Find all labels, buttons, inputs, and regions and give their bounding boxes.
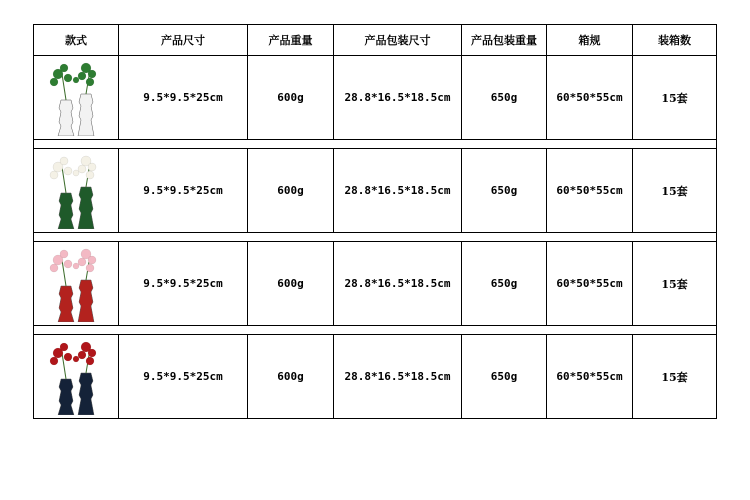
table-row xyxy=(34,242,717,326)
product-size-cell: 9.5*9.5*25cm xyxy=(119,149,248,233)
product-image xyxy=(46,339,106,415)
product-weight-cell: 600g xyxy=(248,335,334,419)
header-row xyxy=(34,25,717,56)
header-carton-size: 箱规 xyxy=(547,25,633,56)
product-size-cell: 9.5*9.5*25cm xyxy=(119,335,248,419)
header-product-weight: 产品重量 xyxy=(248,25,334,56)
separator-cell xyxy=(34,140,717,149)
qty-per-carton-cell: 15套 xyxy=(633,149,717,233)
package-size-cell: 28.8*16.5*18.5cm xyxy=(334,149,462,233)
package-weight-cell: 650g xyxy=(462,242,547,326)
style-image-cell xyxy=(34,335,119,419)
row-separator xyxy=(34,233,717,242)
product-image xyxy=(46,60,106,136)
carton-size-cell: 60*50*55cm xyxy=(547,149,633,233)
header-package-weight: 产品包装重量 xyxy=(462,25,547,56)
package-weight-cell: 650g xyxy=(462,335,547,419)
package-weight-cell: 650g xyxy=(462,56,547,140)
row-separator xyxy=(34,326,717,335)
style-image-cell xyxy=(34,242,119,326)
carton-size-cell: 60*50*55cm xyxy=(547,242,633,326)
qty-per-carton-cell: 15套 xyxy=(633,242,717,326)
table-row xyxy=(34,149,717,233)
carton-size-cell: 60*50*55cm xyxy=(547,335,633,419)
qty-per-carton-cell: 15套 xyxy=(633,56,717,140)
package-size-cell: 28.8*16.5*18.5cm xyxy=(334,56,462,140)
product-weight-cell: 600g xyxy=(248,56,334,140)
product-spec-table xyxy=(33,24,717,419)
product-image xyxy=(46,153,106,229)
carton-size-cell: 60*50*55cm xyxy=(547,56,633,140)
qty-per-carton-cell: 15套 xyxy=(633,335,717,419)
table-row xyxy=(34,335,717,419)
package-size-cell: 28.8*16.5*18.5cm xyxy=(334,242,462,326)
product-weight-cell: 600g xyxy=(248,149,334,233)
style-image-cell xyxy=(34,56,119,140)
table-row xyxy=(34,56,717,140)
header-package-size: 产品包装尺寸 xyxy=(334,25,462,56)
separator-cell xyxy=(34,326,717,335)
style-image-cell xyxy=(34,149,119,233)
product-size-cell: 9.5*9.5*25cm xyxy=(119,56,248,140)
separator-cell xyxy=(34,233,717,242)
header-style: 款式 xyxy=(34,25,119,56)
product-weight-cell: 600g xyxy=(248,242,334,326)
product-size-cell: 9.5*9.5*25cm xyxy=(119,242,248,326)
header-product-size: 产品尺寸 xyxy=(119,25,248,56)
header-qty-per-carton: 装箱数 xyxy=(633,25,717,56)
package-weight-cell: 650g xyxy=(462,149,547,233)
row-separator xyxy=(34,140,717,149)
product-image xyxy=(46,246,106,322)
package-size-cell: 28.8*16.5*18.5cm xyxy=(334,335,462,419)
